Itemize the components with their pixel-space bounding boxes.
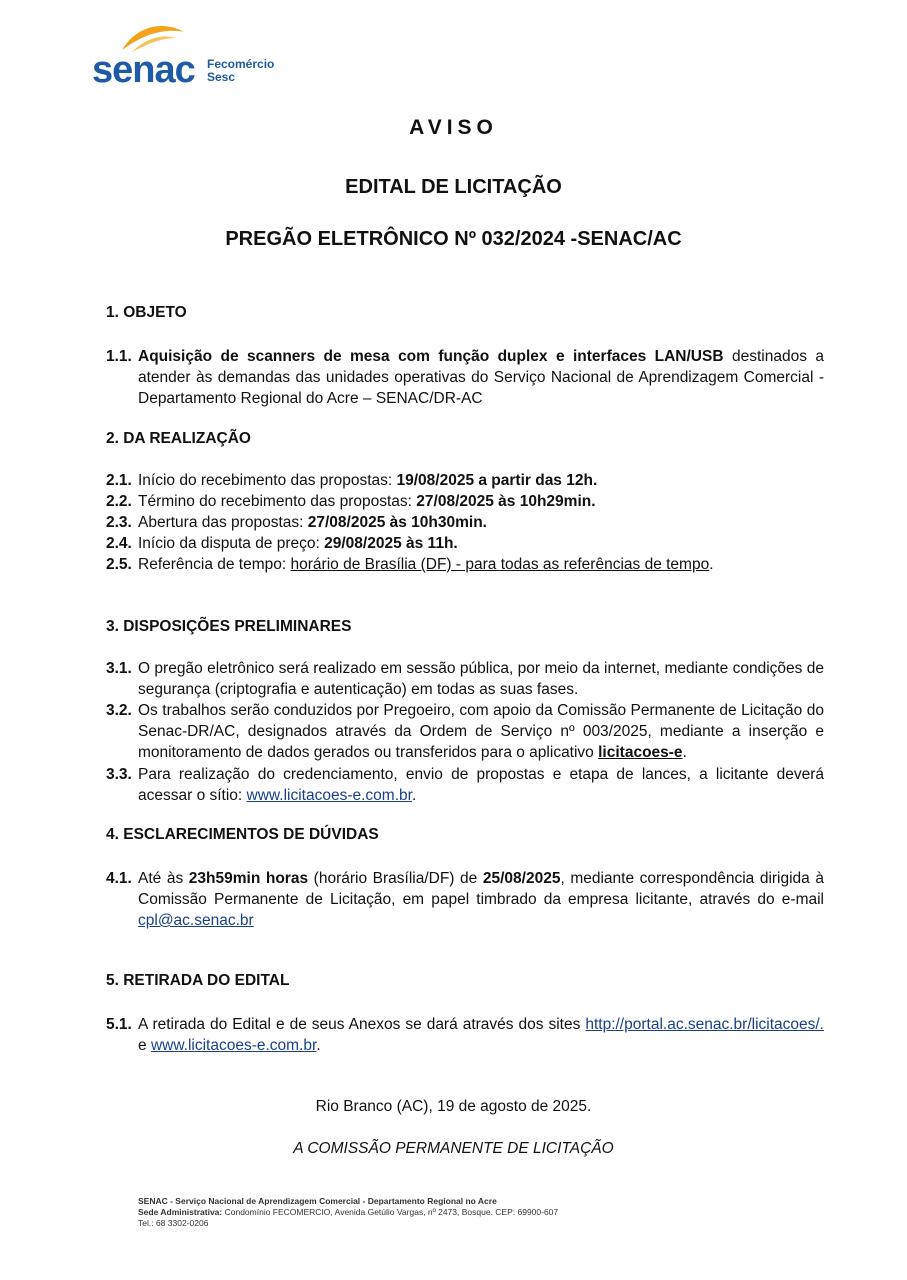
footer-line-1: SENAC - Serviço Nacional de Aprendizagem Comercial - Departamento Regional no Acre [138,1196,497,1206]
item-number: 4.1. [106,870,132,887]
licitacoes-link[interactable]: www.licitacoes-e.com.br [246,787,412,804]
title-pregao: PREGÃO ELETRÔNICO Nº 032/2024 -SENAC/AC [225,228,682,250]
item-4-1 [106,868,824,931]
city-date: Rio Branco (AC), 19 de agosto de 2025. [315,1098,592,1115]
page-footer [138,1196,558,1229]
item-number: 5.1. [106,1016,132,1033]
logo-sesc: Sesc [207,70,236,84]
item-text: Referência de tempo: horário de Brasília (DF) - para todas as referências de tempo. [138,556,714,573]
footer-line-3: Tel.: 68 3302-0206 [138,1218,209,1228]
portal-link[interactable]: http://portal.ac.senac.br/licitacoes/. [585,1016,824,1033]
item-2-3 [106,512,824,533]
item-2-2 [106,491,824,512]
item-5-1 [106,1014,824,1056]
item-number: 2.5. [106,556,132,573]
item-number: 3.2. [106,702,132,719]
item-text: Até às 23h59min horas (horário Brasília/DF) de 25/08/2025, mediante correspondência dirigida à Comissão Permanente de Licitação, em papel timbrado da empresa licitante, através do e-mail cpl@ac.senac.br [138,870,824,929]
email-link[interactable]: cpl@ac.senac.br [138,912,254,929]
item-text: O pregão eletrônico será realizado em sessão pública, por meio da internet, mediante condições de segurança (criptografia e autenticação) em todas as suas fases. [138,660,824,698]
item-2-4 [106,533,824,554]
title-aviso: AVISO [409,116,498,139]
licitacoes-link[interactable]: www.licitacoes-e.com.br [150,1037,317,1054]
item-3-2 [106,700,824,763]
item-number: 1.1. [106,348,132,365]
senac-logo-text: senac [92,49,195,91]
item-text: Término do recebimento das propostas: 27/08/2025 às 10h29min. [138,493,596,510]
section-esclarecimentos-heading: 4. ESCLARECIMENTOS DE DÚVIDAS [106,826,379,843]
item-number: 2.1. [106,472,132,489]
section-realizacao-heading: 2. DA REALIZAÇÃO [106,430,251,447]
item-number: 3.1. [106,660,132,677]
item-number: 2.3. [106,514,132,531]
section-disposicoes-heading: 3. DISPOSIÇÕES PRELIMINARES [106,618,352,635]
item-number: 2.2. [106,493,132,510]
footer-line-2: Sede Administrativa: Condomínio FECOMERCIO, Avenida Getúlio Vargas, nº 2473, Bosque. CEP: 69900-607 [138,1207,559,1217]
item-text: Os trabalhos serão conduzidos por Pregoeiro, com apoio da Comissão Permanente de Licitação do Senac-DR/AC, designados através da Ordem de Serviço nº 003/2025, mediante a inserção e monitoramento de dados gerados ou transferidos para o aplicativo licitacoes-e. [138,702,824,761]
item-text: Aquisição de scanners de mesa com função duplex e interfaces LAN/USB destinados a atender às demandas das unidades operativas do Serviço Nacional de Aprendizagem Comercial - Departamento Regional do Acre – SENAC/DR-AC [138,348,824,407]
logo-fecomercio: Fecomércio [207,57,275,71]
item-text: Início da disputa de preço: 29/08/2025 às 11h. [138,535,458,552]
item-number: 3.3. [106,766,132,783]
section-objeto-heading: 1. OBJETO [106,304,187,321]
item-3-3 [106,764,824,806]
item-2-5 [106,554,824,575]
item-2-1 [106,470,824,491]
title-edital: EDITAL DE LICITAÇÃO [345,176,562,198]
item-text: A retirada do Edital e de seus Anexos se dará através dos sites http://portal.ac.senac.br/licitacoes/. e www.licitacoes-e.com.br. [138,1016,824,1054]
item-text: Para realização do credenciamento, envio de propostas e etapa de lances, a licitante deverá acessar o sítio: www.licitacoes-e.com.br. [138,766,824,804]
item-3-1 [106,658,824,700]
section-retirada-heading: 5. RETIRADA DO EDITAL [106,972,290,989]
commission-signature: A COMISSÃO PERMANENTE DE LICITAÇÃO [293,1140,614,1157]
item-text: Início do recebimento das propostas: 19/08/2025 a partir das 12h. [138,472,598,489]
item-number: 2.4. [106,535,132,552]
logo-partners [207,58,274,84]
item-1-1 [106,346,824,409]
item-text: Abertura das propostas: 27/08/2025 às 10h30min. [138,514,487,531]
